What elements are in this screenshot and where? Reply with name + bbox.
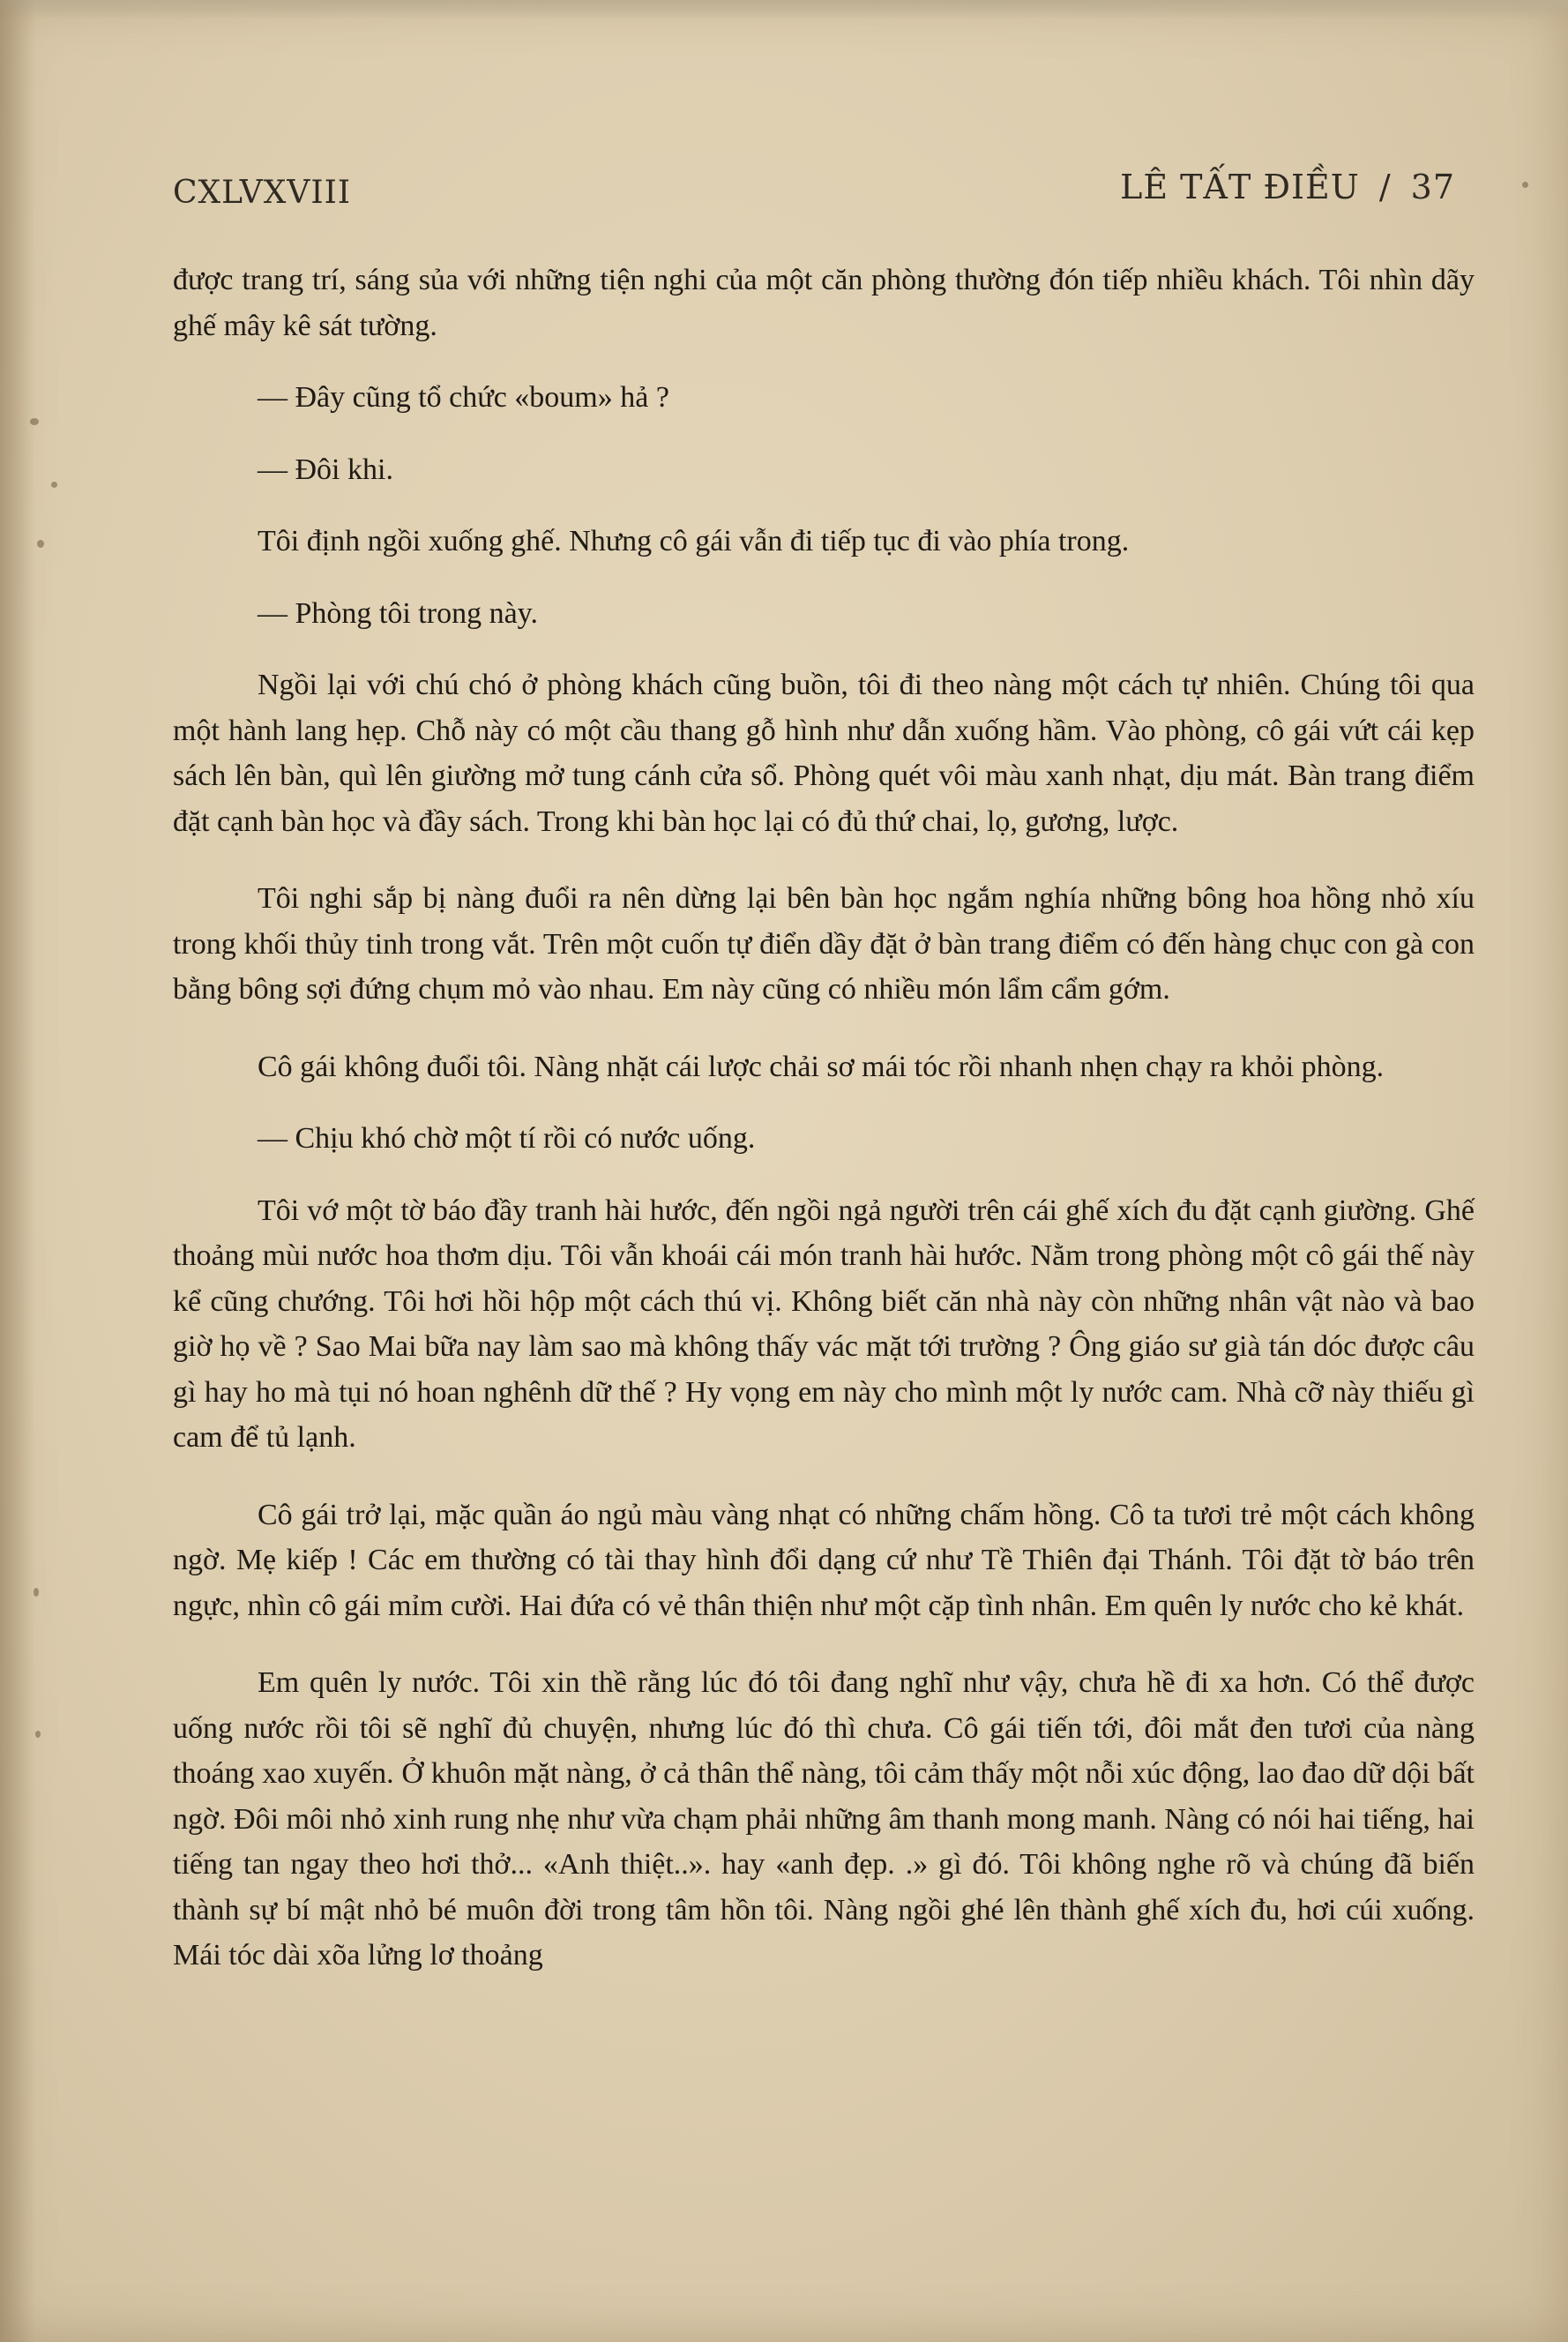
margin-spot [34, 1588, 39, 1597]
paragraph: Tôi vớ một tờ báo đầy tranh hài hước, đến ngồi ngả người trên cái ghế xích đu đặt cạnh giường. Ghế thoảng mùi nước hoa thơm dịu. Tôi vẫn khoái cái món tranh hài hước. Nằm trong phòng một cô gái thế này kể cũng chướng. Tôi hơi hồi hộp một cách thú vị. Không biết căn nhà này còn những nhân vật nào và bao giờ họ về ? Sao Mai bữa nay làm sao mà không thấy vác mặt tới trường ? Ông giáo sư già tán dóc được câu gì hay ho mà tụi nó hoan nghênh dữ thế ? Hy vọng em này cho mình một ly nước cam. Nhà cỡ này thiếu gì cam để tủ lạnh. [173, 1193, 1475, 1454]
margin-spot [30, 418, 39, 425]
paragraph: Cô gái không đuổi tôi. Nàng nhặt cái lược chải sơ mái tóc rồi nhanh nhẹn chạy ra khỏi phòng. [258, 1050, 1385, 1083]
dialogue-line: — Đây cũng tổ chức «boum» hả ? [258, 381, 669, 414]
author-name: LÊ TẤT ĐIỀU [1120, 168, 1360, 206]
dialogue-line: — Chịu khó chờ một tí rồi có nước uống. [258, 1122, 756, 1155]
margin-spot [1522, 182, 1528, 188]
header-separator: / [1378, 168, 1392, 206]
paragraph: được trang trí, sáng sủa với những tiện nghi của một căn phòng thường đón tiếp nhiều khách. Tôi nhìn dãy ghế mây kê sát tường. [173, 264, 1475, 342]
paragraph: Cô gái trở lại, mặc quần áo ngủ màu vàng nhạt có những chấm hồng. Cô ta tươi trẻ một cách không ngờ. Mẹ kiếp ! Các em thường có tài thay hình đổi dạng cứ như Tề Thiên đại Thánh. Tôi đặt tờ báo trên ngực, nhìn cô gái mỉm cười. Hai đứa có vẻ thân thiện như một cặp tình nhân. Em quên ly nước cho kẻ khát. [173, 1498, 1475, 1622]
page-binding-edge [0, 0, 35, 2342]
paragraph: Ngồi lại với chú chó ở phòng khách cũng buồn, tôi đi theo nàng một cách tự nhiên. Chúng tôi qua một hành lang hẹp. Chỗ này có một cầu thang gỗ hình như dẫn xuống hầm. Vào phòng, cô gái vứt cái kẹp sách lên bàn, quì lên giường mở tung cánh cửa sổ. Phòng quét vôi màu xanh nhạt, dịu mát. Bàn trang điểm đặt cạnh bàn học và đầy sách. Trong khi bàn học lại có đủ thứ chai, lọ, gương, lược. [173, 669, 1475, 838]
page-header [173, 168, 1455, 221]
dialogue-line: — Đôi khi. [258, 453, 393, 486]
dialogue-line: — Phòng tôi trong này. [258, 596, 538, 630]
page-top-edge [0, 0, 1568, 19]
margin-spot [37, 540, 44, 548]
paragraph: Tôi định ngồi xuống ghế. Nhưng cô gái vẫn đi tiếp tục đi vào phía trong. [258, 525, 1130, 557]
running-head [1120, 168, 1455, 206]
chapter-number: CXLVXVIII [173, 175, 352, 211]
margin-spot [35, 1731, 41, 1738]
page-body-text [173, 258, 1475, 1979]
page-number: 37 [1410, 168, 1455, 206]
paragraph: Tôi nghi sắp bị nàng đuổi ra nên dừng lại bên bàn học ngắm nghía những bông hoa hồng nhỏ xíu trong khối thủy tinh trong vắt. Trên một cuốn tự điển dầy đặt ở bàn trang điểm có đến hàng chục con gà con bằng bông sợi đứng chụm mỏ vào nhau. Em này cũng có nhiều món lẩm cẩm gớm. [173, 882, 1475, 1006]
paragraph: Em quên ly nước. Tôi xin thề rằng lúc đó tôi đang nghĩ như vậy, chưa hề đi xa hơn. Có thể được uống nước rồi tôi sẽ nghĩ đủ chuyện, nhưng lúc đó thì chưa. Cô gái tiến tới, đôi mắt đen tươi của nàng thoáng xao xuyến. Ở khuôn mặt nàng, ở cả thân thể nàng, tôi cảm thấy một nỗi xúc động, lao đao dữ dội bất ngờ. Đôi môi nhỏ xinh rung nhẹ như vừa chạm phải những âm thanh mong manh. Nàng có nói hai tiếng, hai tiếng tan ngay theo hơi thở... «Anh thiệt..». hay «anh đẹp. .» gì đó. Tôi không nghe rõ và chúng đã biến thành sự bí mật nhỏ bé muôn đời trong tâm hồn tôi. Nàng ngồi ghé lên thành ghế xích đu, hơi cúi xuống. Mái tóc dài xõa lửng lơ thoảng [173, 1666, 1475, 1972]
margin-spot [51, 482, 57, 488]
